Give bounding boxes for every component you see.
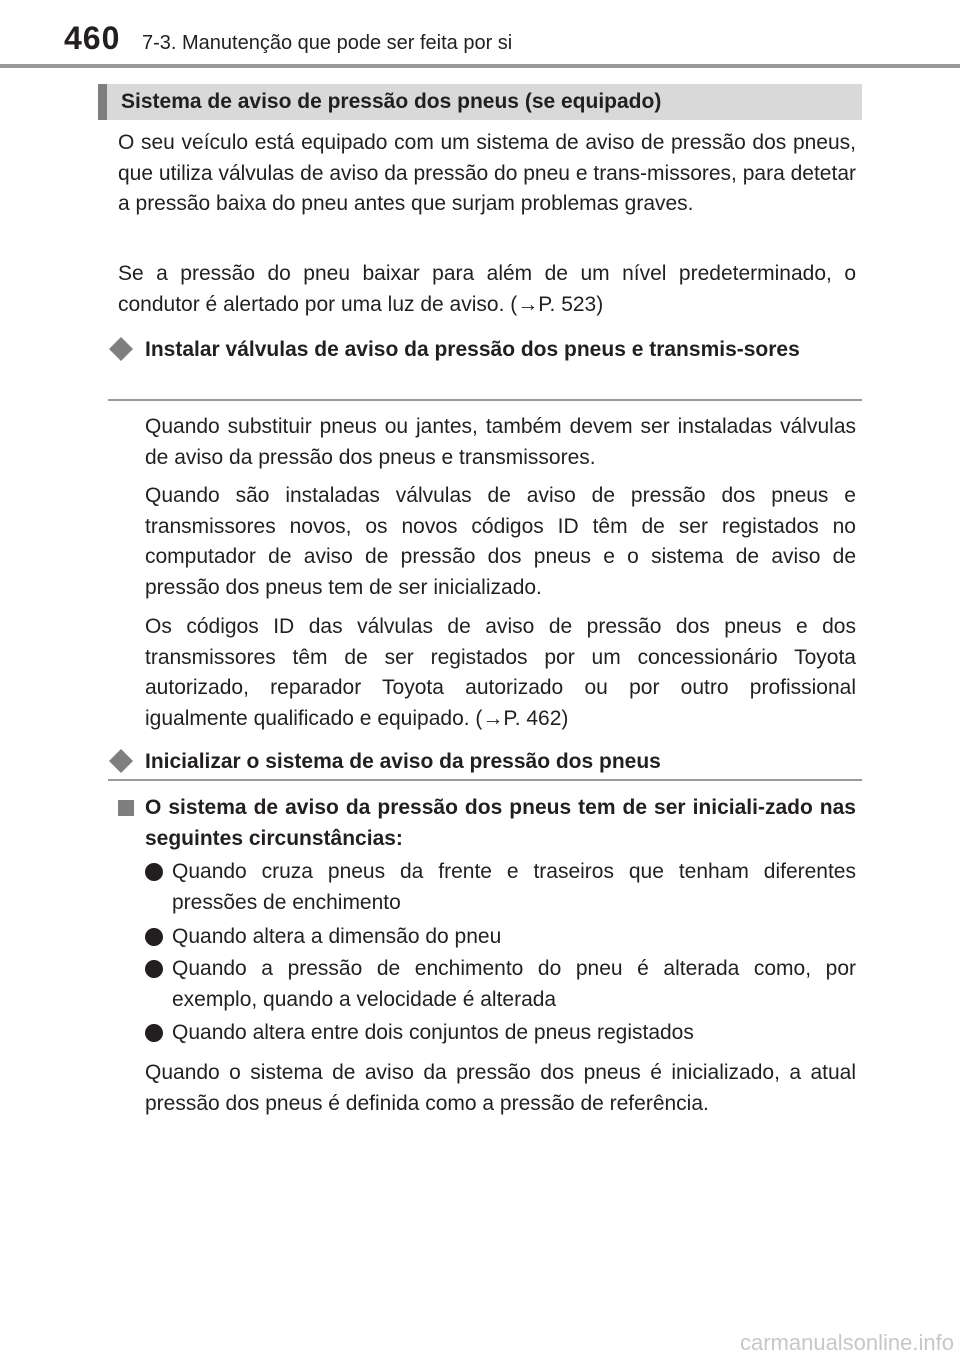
intro-paragraph-2: Se a pressão do pneu baixar para além de um nível predeterminado, o condutor é alertado por uma luz de aviso. (→P. 523) — [118, 262, 856, 316]
list-item-text: Quando a pressão de enchimento do pneu é alterada como, por exemplo, quando a velocidade é alterada — [172, 957, 856, 1011]
square-bullet-icon — [118, 800, 134, 816]
list-item — [145, 954, 856, 1015]
list-item-text: Quando altera a dimensão do pneu — [172, 925, 502, 948]
circumstances-heading — [118, 793, 856, 854]
list-item — [145, 922, 856, 953]
page-number: 460 — [64, 20, 121, 56]
closing-paragraph: Quando o sistema de aviso da pressão dos pneus é inicializado, a atual pressão dos pneus é definida como a pressão de referência. — [145, 1061, 856, 1115]
subsection-title-initialize: Inicializar o sistema de aviso da pressão dos pneus — [145, 750, 661, 773]
circumstances-heading-text: O sistema de aviso da pressão dos pneus tem de ser iniciali-zado nas seguintes circunstâncias: — [145, 796, 856, 850]
install-paragraph-2: Quando são instaladas válvulas de aviso de pressão dos pneus e transmissores novos, os novos códigos ID têm de ser registados no computador de aviso de pressão dos pneus e o sistema de aviso de pressão dos pneus tem de ser inicializado. — [145, 484, 856, 599]
list-item-text: Quando altera entre dois conjuntos de pneus registados — [172, 1021, 694, 1044]
install-paragraph-3: Os códigos ID das válvulas de aviso de pressão dos pneus e dos transmissores têm de ser registados por um concessionário Toyota autorizado, reparador Toyota autorizado ou por outro profissional igualmente qualificado e equipado. (→P. 462) — [145, 615, 856, 730]
list-item — [145, 1018, 856, 1049]
round-bullet-icon — [145, 1024, 163, 1042]
round-bullet-icon — [145, 863, 163, 881]
chapter-title: 7-3. Manutenção que pode ser feita por si — [142, 32, 513, 54]
subsection-divider — [108, 779, 862, 781]
subsection-heading-initialize — [108, 746, 856, 778]
watermark: carmanualsonline.info — [739, 1330, 954, 1355]
list-item — [145, 857, 856, 918]
round-bullet-icon — [145, 928, 163, 946]
diamond-icon — [108, 748, 134, 774]
subsection-heading-install — [108, 334, 856, 366]
section-title: Sistema de aviso de pressão dos pneus (se equipado) — [121, 90, 662, 113]
install-paragraph-1: Quando substituir pneus ou jantes, também devem ser instaladas válvulas de aviso da pressão dos pneus e transmissores. — [145, 415, 856, 469]
section-title-bar — [98, 84, 862, 120]
subsection-title-install: Instalar válvulas de aviso da pressão dos pneus e transmis-sores — [145, 338, 800, 361]
round-bullet-icon — [145, 960, 163, 978]
intro-paragraph-1: O seu veículo está equipado com um sistema de aviso de pressão dos pneus, que utiliza válvulas de aviso da pressão do pneu e trans-missores, para detetar a pressão baixa do pneu antes que surjam problemas graves. — [118, 131, 856, 215]
diamond-icon — [108, 336, 134, 362]
header-divider — [0, 64, 960, 68]
subsection-divider — [108, 399, 862, 401]
list-item-text: Quando cruza pneus da frente e traseiros que tenham diferentes pressões de enchimento — [172, 860, 856, 914]
